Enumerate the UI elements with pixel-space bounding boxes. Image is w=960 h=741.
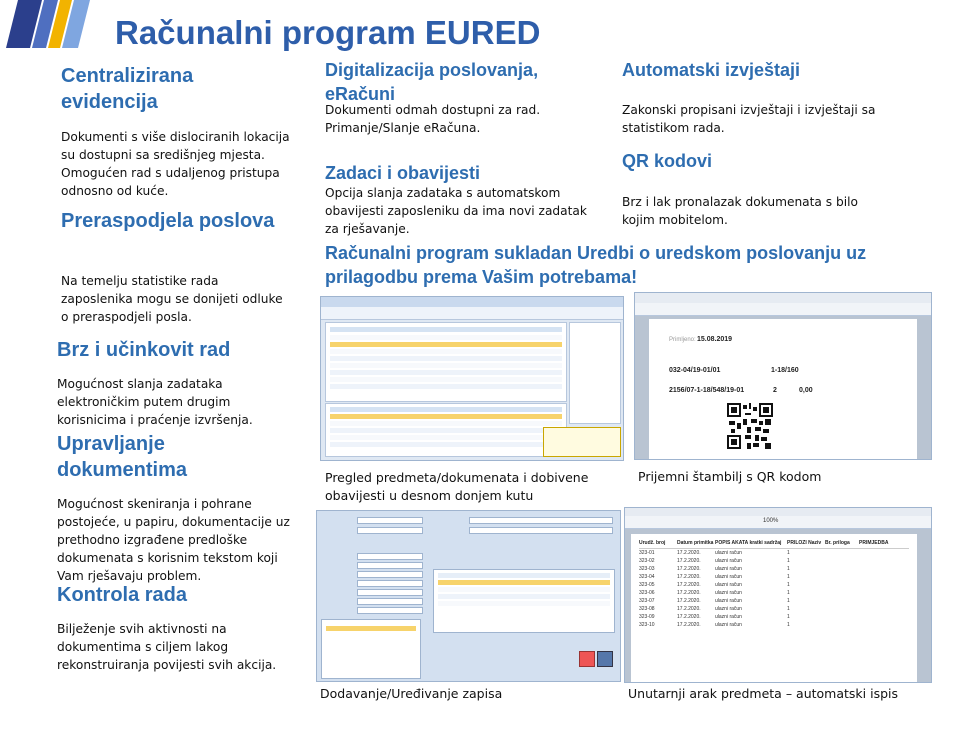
stambilj-n1: 2 [773, 387, 777, 394]
screenshot-dodavanje [316, 510, 621, 682]
arak-header-row [639, 540, 909, 549]
stambilj-broj: 2156/07-1-18/548/19-01 [669, 387, 745, 394]
arak-header: Datum primitka [677, 540, 714, 546]
table-cell: 1 [787, 582, 790, 588]
page-title: Računalni program EURED [115, 14, 541, 51]
arak-header: Urudž. broj [639, 540, 666, 546]
caption-stambilj: Prijemni štambilj s QR kodom [638, 469, 822, 484]
arak-header: POPIS AKATA kratki sadržaj [715, 540, 782, 546]
stambilj-date: 15.08.2019 [697, 336, 733, 343]
heading-kontrola: Kontrola rada [57, 584, 188, 606]
qr-code-icon [727, 403, 773, 449]
table-cell: 1 [787, 574, 790, 580]
table-row [639, 565, 909, 573]
table-cell: 17.2.2020. [677, 606, 701, 612]
table-row [639, 557, 909, 565]
table-cell: 323-03 [639, 566, 655, 572]
table-cell: 17.2.2020. [677, 566, 701, 572]
table-row [639, 621, 909, 629]
table-cell: 1 [787, 590, 790, 596]
table-cell: 1 [787, 550, 790, 556]
eured-logo [0, 0, 100, 55]
table-row [639, 613, 909, 621]
table-cell: 323-07 [639, 598, 655, 604]
heading-automatski: Automatski izvještaji [622, 60, 801, 80]
table-cell: 323-01 [639, 550, 655, 556]
screenshot-arak [624, 507, 932, 683]
heading-preraspodjela: Preraspodjela poslova [61, 210, 275, 232]
headline: Računalni program sukladan Uredbi o uredskom poslovanju uz prilagodbu prema Vašim potrebama! [325, 243, 867, 287]
table-row [639, 597, 909, 605]
table-cell: 17.2.2020. [677, 558, 701, 564]
table-row [639, 589, 909, 597]
screenshot-pregled [320, 296, 624, 461]
heading-brz: Brz i učinkovit rad [57, 339, 231, 361]
table-cell: ulazni račun [715, 574, 742, 580]
arak-header: PRIMJEDBA [859, 540, 889, 546]
text-digitalizacija: Dokumenti odmah dostupni za rad. Primanje/Slanje eRačuna. [325, 103, 541, 135]
table-cell: 17.2.2020. [677, 614, 701, 620]
table-cell: ulazni račun [715, 590, 742, 596]
table-cell: 323-10 [639, 622, 655, 628]
table-cell: 1 [787, 558, 790, 564]
table-cell: 1 [787, 614, 790, 620]
table-cell: 17.2.2020. [677, 590, 701, 596]
table-cell: 1 [787, 566, 790, 572]
table-cell: ulazni račun [715, 550, 742, 556]
heading-zadaci: Zadaci i obavijesti [325, 163, 481, 183]
table-row [639, 605, 909, 613]
table-cell: ulazni račun [715, 614, 742, 620]
heading-qr: QR kodovi [622, 151, 713, 171]
stambilj-klasa: 032-04/19-01/01 [669, 367, 721, 374]
table-cell: ulazni račun [715, 606, 742, 612]
table-row [639, 573, 909, 581]
table-cell: 323-06 [639, 590, 655, 596]
table-cell: 17.2.2020. [677, 574, 701, 580]
text-preraspodjela: Na temelju statistike rada zaposlenika mogu se donijeti odluke o preraspodjeli posla. [61, 274, 283, 324]
table-cell: 323-08 [639, 606, 655, 612]
table-row [639, 581, 909, 589]
caption-arak: Unutarnji arak predmeta – automatski ispis [628, 686, 899, 701]
zoom-level[interactable]: 100% [763, 518, 779, 524]
text-automatski: Zakonski propisani izvještaji i izvještaji sa statistikom rada. [622, 103, 876, 135]
stambilj-urbroj: 1-18/160 [771, 367, 799, 374]
table-cell: 323-05 [639, 582, 655, 588]
table-cell: ulazni račun [715, 622, 742, 628]
text-brz: Mogućnost slanja zadataka elektroničkim putem drugim korisnicima i praćenje izvršenja. [57, 377, 253, 427]
text-centralizirana: Dokumenti s više dislociranih lokacija su dostupni sa središnjeg mjesta. Omogućen rad s udaljenog pristupa odnosno od kuće. [61, 130, 290, 198]
arak-table-body [639, 549, 909, 629]
table-cell: 1 [787, 606, 790, 612]
text-zadaci: Opcija slanja zadataka s automatskom obavijesti zaposleniku da ima novi zadatak za rješavanje. [325, 186, 587, 236]
table-row [639, 549, 909, 557]
arak-header: Br. priloga [825, 540, 850, 546]
text-qr: Brz i lak pronalazak dokumenata s bilo kojim mobitelom. [622, 195, 858, 227]
stambilj-n2: 0,00 [799, 387, 813, 394]
table-cell: 17.2.2020. [677, 582, 701, 588]
heading-digitalizacija: Digitalizacija poslovanja, eRačuni [325, 60, 539, 104]
heading-centralizirana: Centralizirana evidencija [61, 65, 194, 113]
text-upravljanje: Mogućnost skeniranja i pohrane postojeće, u papiru, dokumentacije uz prethodno izgrađene predloške dokumenata s korisnim tekstom koji Vam rješavaju problem. [57, 497, 290, 583]
table-cell: 323-04 [639, 574, 655, 580]
caption-dodavanje: Dodavanje/Uređivanje zapisa [320, 686, 503, 701]
table-cell: ulazni račun [715, 582, 742, 588]
table-cell: 323-09 [639, 614, 655, 620]
caption-pregled: Pregled predmeta/dokumenata i dobivene obavijesti u desnom donjem kutu [325, 470, 589, 503]
table-cell: 323-02 [639, 558, 655, 564]
table-cell: 1 [787, 622, 790, 628]
table-cell: ulazni račun [715, 558, 742, 564]
table-cell: 17.2.2020. [677, 550, 701, 556]
table-cell: 17.2.2020. [677, 622, 701, 628]
table-cell: 1 [787, 598, 790, 604]
table-cell: ulazni račun [715, 598, 742, 604]
screenshot-stambilj: Primljeno: 15.08.2019 032-04/19-01/01 1-18/160 2156/07-1-18/548/19-01 2 0,00 [634, 292, 932, 460]
table-cell: ulazni račun [715, 566, 742, 572]
arak-header: PRILOZI Naziv [787, 540, 822, 546]
text-kontrola: Bilježenje svih aktivnosti na dokumentima s ciljem lakog rekonstruiranja povijesti svih akcija. [57, 622, 277, 672]
table-cell: 17.2.2020. [677, 598, 701, 604]
heading-upravljanje: Upravljanje dokumentima [57, 433, 188, 481]
